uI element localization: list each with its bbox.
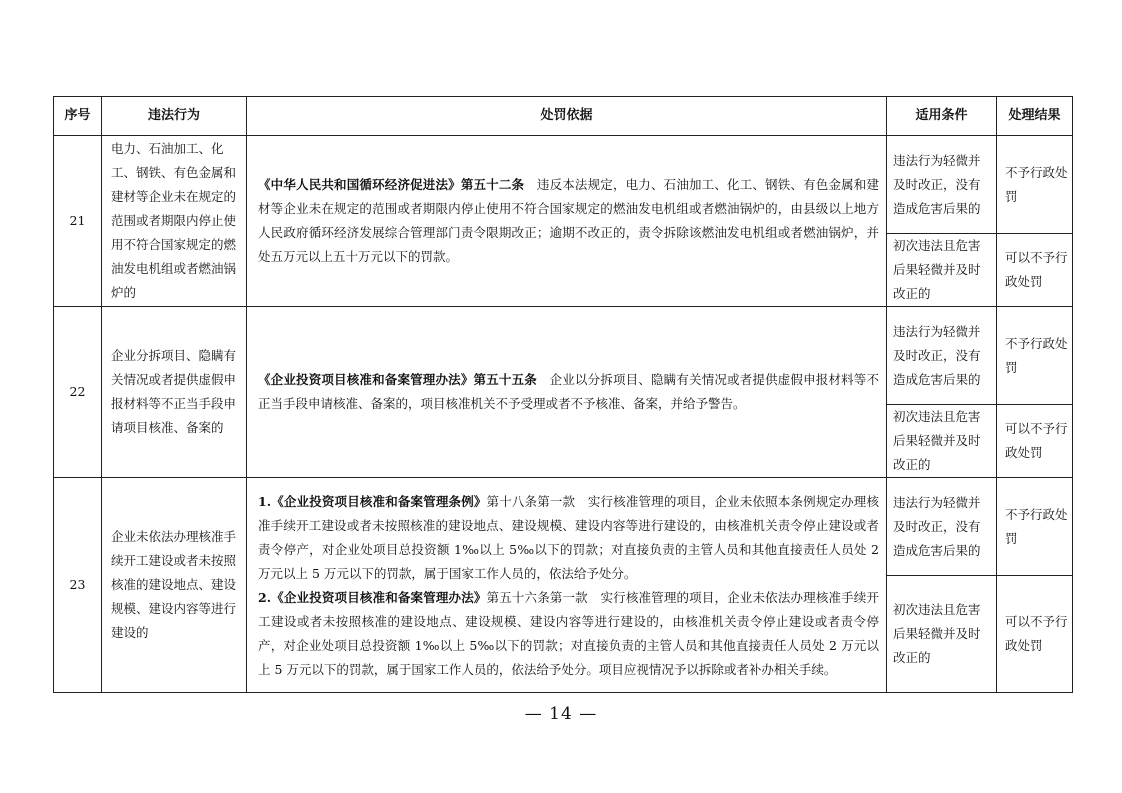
table-header-row <box>54 97 1073 136</box>
violation-cell: 企业分拆项目、隐瞒有关情况或者提供虚假申报材料等不正当手段申请项目核准、备案的 <box>102 307 247 478</box>
law-citation: 《中华人民共和国循环经济促进法》第五十二条 <box>258 177 525 192</box>
result-cell: 不予行政处罚 <box>997 136 1073 234</box>
item-prefix: 1. <box>258 494 272 509</box>
result-cell: 可以不予行政处罚 <box>997 576 1073 693</box>
basis-cell <box>247 478 887 693</box>
table-row <box>54 478 1073 576</box>
condition-cell: 违法行为轻微并及时改正，没有造成危害后果的 <box>887 307 997 405</box>
basis-item <box>258 586 879 682</box>
header-basis: 处罚依据 <box>247 97 887 136</box>
penalty-table <box>53 96 1073 693</box>
basis-text: 第十八条第一款 实行核准管理的项目，企业未依照本条例规定办理核准手续开工建设或者未按照核准的建设地点、建设规模、建设内容等进行建设的，由核准机关责令停止建设或者责令停产，对企业处项目总投资额 1‰以上 5‰以下的罚款；对直接负责的主管人员和其他直接责任人员处 2 万元以上 5 万元以下的罚款，属于国家工作人员的，依法给予处分。 <box>258 494 879 581</box>
header-result: 处理结果 <box>997 97 1073 136</box>
violation-cell: 电力、石油加工、化工、钢铁、有色金属和建材等企业未在规定的范围或者期限内停止使用不符合国家规定的燃油发电机组或者燃油锅炉的 <box>102 136 247 307</box>
result-cell: 可以不予行政处罚 <box>997 234 1073 307</box>
condition-cell: 违法行为轻微并及时改正，没有造成危害后果的 <box>887 478 997 576</box>
law-citation <box>258 494 487 509</box>
basis-item <box>258 173 879 269</box>
basis-text: 企业以分拆项目、隐瞒有关情况或者提供虚假申报材料等不正当手段申请核准、备案的，项目核准机关不予受理或者不予核准、备案，并给予警告。 <box>258 372 879 411</box>
condition-cell: 初次违法且危害后果轻微并及时改正的 <box>887 405 997 478</box>
item-prefix: 2. <box>258 590 272 605</box>
row-index: 22 <box>54 307 102 478</box>
row-index: 21 <box>54 136 102 307</box>
result-cell: 可以不予行政处罚 <box>997 405 1073 478</box>
page-number: — 14 — <box>524 704 598 724</box>
law-title: 《企业投资项目核准和备案管理条例》 <box>271 494 487 509</box>
condition-cell: 违法行为轻微并及时改正，没有造成危害后果的 <box>887 136 997 234</box>
header-index: 序号 <box>54 97 102 136</box>
table-row <box>54 136 1073 234</box>
law-title: 《企业投资项目核准和备案管理办法》 <box>271 590 487 605</box>
basis-text: 违反本法规定，电力、石油加工、化工、钢铁、有色金属和建材等企业未在规定的范围或者期限内停止使用不符合国家规定的燃油发电机组或者燃油锅炉的，由县级以上地方人民政府循环经济发展综合管理部门责令限期改正；逾期不改正的，责令拆除该燃油发电机组或者燃油锅炉，并处五万元以上五十万元以下的罚款。 <box>258 177 879 264</box>
law-citation <box>258 590 487 605</box>
result-cell: 不予行政处罚 <box>997 307 1073 405</box>
result-cell: 不予行政处罚 <box>997 478 1073 576</box>
table-row <box>54 307 1073 405</box>
header-violation: 违法行为 <box>102 97 247 136</box>
row-index: 23 <box>54 478 102 693</box>
law-citation: 《企业投资项目核准和备案管理办法》第五十五条 <box>258 372 537 387</box>
header-condition: 适用条件 <box>887 97 997 136</box>
basis-cell <box>247 307 887 478</box>
basis-cell <box>247 136 887 307</box>
violation-cell: 企业未依法办理核准手续开工建设或者未按照核准的建设地点、建设规模、建设内容等进行建设的 <box>102 478 247 693</box>
condition-cell: 初次违法且危害后果轻微并及时改正的 <box>887 576 997 693</box>
basis-item <box>258 368 879 416</box>
condition-cell: 初次违法且危害后果轻微并及时改正的 <box>887 234 997 307</box>
basis-item <box>258 490 879 586</box>
basis-text: 第五十六条第一款 实行核准管理的项目，企业未依法办理核准手续开工建设或者未按照核准的建设地点、建设规模、建设内容等进行建设的，由核准机关责令停止建设或者责令停产，对企业处项目总投资额 1‰以上 5‰以下的罚款；对直接负责的主管人员和其他直接责任人员处 2 万元以上 5 万元以下的罚款，属于国家工作人员的，依法给予处分。项目应视情况予以拆除或者补办相关手续。 <box>258 590 879 677</box>
